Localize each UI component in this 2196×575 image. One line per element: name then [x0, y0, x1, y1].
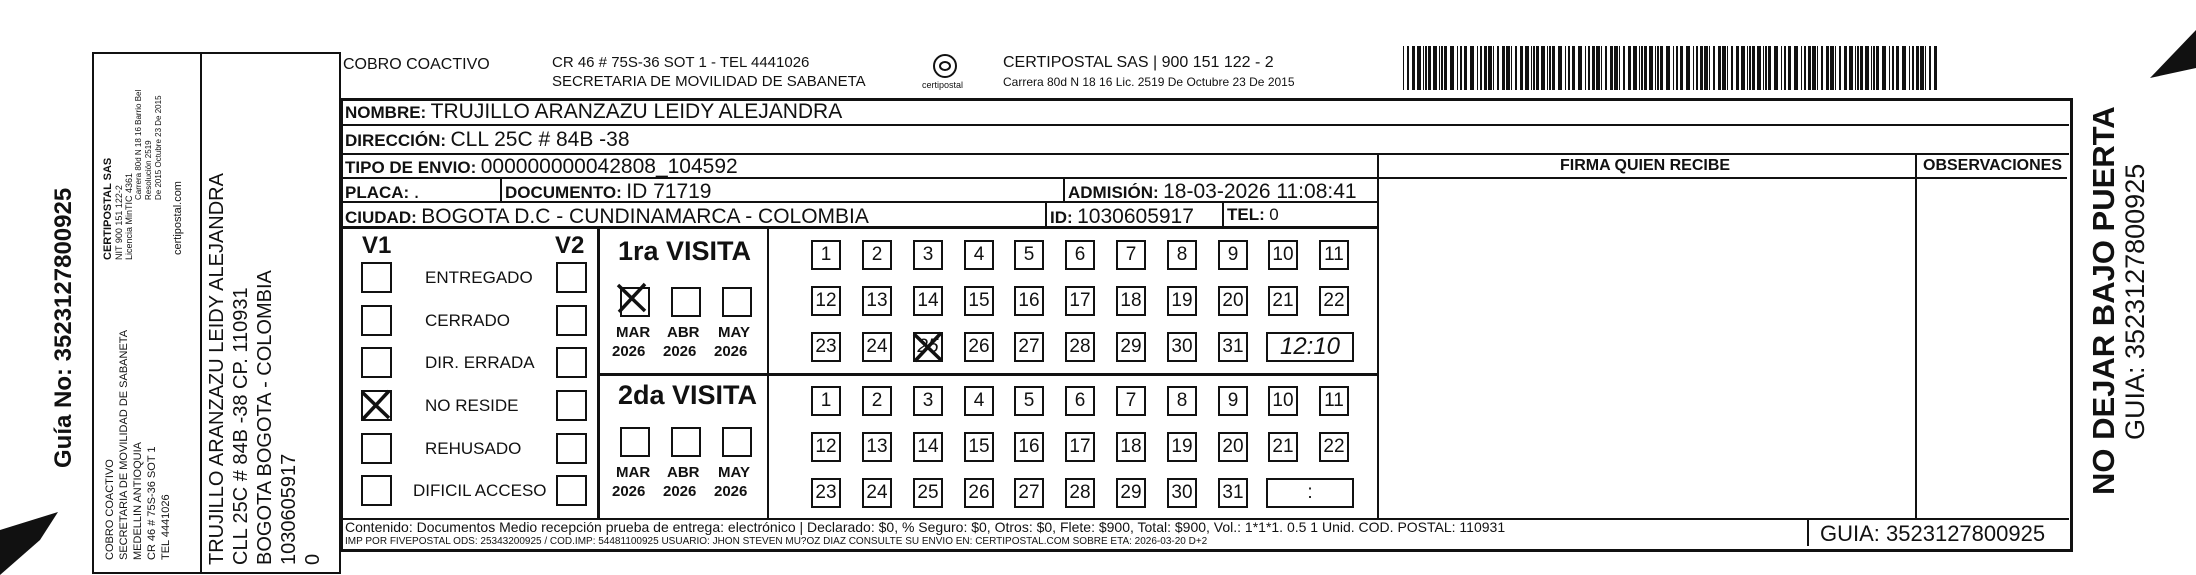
documento-label: DOCUMENTO: [505, 183, 622, 202]
barcode-bar [1601, 46, 1602, 90]
ciudad-value: BOGOTA D.C - CUNDINAMARCA - COLOMBIA [421, 205, 869, 228]
visit2-day-cell[interactable]: 4 [964, 386, 994, 416]
visit1-month-checkbox[interactable] [671, 287, 701, 317]
barcode-bar [1552, 46, 1555, 90]
visit2-day-cell[interactable]: 16 [1014, 432, 1044, 462]
barcode-bar [1493, 46, 1494, 90]
observaciones-col-divider [1915, 153, 1917, 519]
stub-recipient-line: TRUJILLO ARANZAZU LEIDY ALEJANDRA [206, 173, 228, 565]
barcode-bar [1549, 46, 1551, 90]
header-address-line1: CR 46 # 75S-36 SOT 1 - TEL 4441026 [552, 54, 810, 71]
visit1-day-cell[interactable]: 1 [811, 240, 841, 270]
status-label: DIFICIL ACCESO [413, 481, 547, 500]
field-row-divider [340, 124, 2069, 126]
barcode-bar [1531, 46, 1532, 90]
stub-courier-web: certipostal.com [172, 181, 184, 255]
visit1-day-cell[interactable]: 28 [1065, 332, 1095, 362]
corner-fold-mark [0, 510, 70, 575]
visit2-day-cell[interactable]: 23 [811, 478, 841, 508]
barcode-bar [1605, 46, 1607, 90]
barcode-bar [1855, 46, 1856, 90]
barcode-bar [1610, 46, 1613, 90]
nombre-value: TRUJILLO ARANZAZU LEIDY ALEJANDRA [430, 100, 843, 123]
barcode-bar [1412, 46, 1415, 90]
visit1-day-mark [911, 330, 945, 364]
visit2-day-cell[interactable]: 20 [1218, 432, 1248, 462]
visit2-month-checkbox[interactable] [722, 427, 752, 457]
header-address-line2: SECRETARIA DE MOVILIDAD DE SABANETA [552, 73, 866, 90]
barcode-bar [1727, 46, 1728, 90]
visit1-day-cell[interactable]: 16 [1014, 286, 1044, 316]
visit1-day-cell[interactable]: 19 [1167, 286, 1197, 316]
barcode-bar [1628, 46, 1631, 90]
placa-value: . [413, 180, 420, 203]
barcode-bar [1804, 46, 1806, 90]
barcode-bar [1700, 46, 1703, 90]
ciudad-field [345, 205, 869, 229]
barcode-bar [1547, 46, 1548, 90]
tel-field [1227, 205, 1279, 225]
barcode-bar [1817, 46, 1818, 90]
visit1-day-cell[interactable]: 9 [1218, 240, 1248, 270]
visit1-day-cell[interactable]: 27 [1014, 332, 1044, 362]
barcode-bar [1839, 46, 1841, 90]
stub-recipient-line: 1030605917 [278, 453, 300, 565]
barcode-bar [1464, 46, 1467, 90]
stub-recipient-line: BOGOTA BOGOTA - COLOMBIA [254, 270, 276, 565]
visit2-month-label: MAY [718, 464, 750, 481]
barcode-bar [1565, 46, 1566, 90]
visit2-day-cell[interactable]: 18 [1116, 432, 1146, 462]
barcode-bar [1709, 46, 1710, 90]
visit1-day-cell[interactable]: 14 [913, 286, 943, 316]
barcode-bar [1525, 46, 1529, 90]
barcode-bar [1425, 46, 1427, 90]
visit1-day-cell[interactable]: 8 [1167, 240, 1197, 270]
barcode-bar [1892, 46, 1894, 90]
barcode-bar [1788, 46, 1791, 90]
firma-col-divider [1377, 153, 1379, 519]
barcode-bar [1450, 46, 1454, 90]
visit2-day-cell[interactable]: 15 [964, 432, 994, 462]
status-label: REHUSADO [425, 439, 522, 458]
barcode-bar [1680, 46, 1683, 90]
barcode-bar [1873, 46, 1875, 90]
visit1-year-label: 2026 [714, 343, 748, 360]
barcode-bar [1765, 46, 1767, 90]
footer-guia: GUIA: 3523127800925 [1820, 521, 2046, 546]
v1-checkbox[interactable] [361, 305, 392, 336]
v2-header: V2 [555, 232, 585, 259]
v2-checkbox[interactable] [556, 433, 587, 464]
v2-checkbox[interactable] [556, 347, 587, 378]
v1-check-mark [359, 388, 393, 422]
visit2-time-box[interactable]: : [1266, 478, 1354, 508]
visit2-day-cell[interactable]: 6 [1065, 386, 1095, 416]
tipo-envio-label: TIPO DE ENVIO: [345, 158, 477, 177]
barcode-bar [1403, 46, 1404, 90]
barcode-bar [1718, 46, 1721, 90]
visit1-day-cell[interactable]: 18 [1116, 286, 1146, 316]
stub-recipient-line: 0 [302, 553, 324, 565]
v2-checkbox[interactable] [556, 262, 587, 293]
barcode-bar [1696, 46, 1698, 90]
barcode-bar [1882, 46, 1886, 90]
barcode-bar [1497, 46, 1499, 90]
barcode-bar [1876, 46, 1879, 90]
barcode-bar [1830, 46, 1834, 90]
visit2-day-cell[interactable]: 5 [1014, 386, 1044, 416]
id-label: ID: [1050, 208, 1073, 227]
barcode-bar [1909, 46, 1910, 90]
status-label: CERRADO [425, 311, 511, 330]
ciudad-label: CIUDAD: [345, 208, 417, 227]
v2-checkbox[interactable] [556, 305, 587, 336]
visit1-day-cell[interactable]: 30 [1167, 332, 1197, 362]
stub-sender-line: CR 46 # 75S-36 SOT 1 [146, 446, 158, 560]
barcode-bar [1633, 46, 1637, 90]
right-guia-vertical: GUIA: 3523127800925 [2120, 163, 2150, 440]
visit2-month-checkbox[interactable] [620, 427, 650, 457]
visit2-day-cell[interactable]: 27 [1014, 478, 1044, 508]
barcode-bar [1857, 46, 1859, 90]
visit2-month-label: MAR [616, 464, 651, 481]
visit1-day-cell[interactable]: 22 [1319, 286, 1349, 316]
barcode-bar [1741, 46, 1745, 90]
barcode-bar [1536, 46, 1539, 90]
barcode-bar [1704, 46, 1708, 90]
visits-separator [597, 373, 1377, 376]
certipostal-logo [920, 52, 970, 94]
barcode-bar [1506, 46, 1510, 90]
no-dejar-bajo-puerta: NO DEJAR BAJO PUERTA [2086, 106, 2121, 495]
visit1-day-cell[interactable]: 25 [913, 332, 943, 362]
admision-field [1068, 180, 1357, 204]
visit2-year-label: 2026 [612, 483, 646, 500]
header-sender: COBRO COACTIVO [343, 56, 490, 73]
visit2-day-cell[interactable]: 30 [1167, 478, 1197, 508]
visit1-day-cell[interactable]: 10 [1268, 240, 1298, 270]
barcode-bar [1655, 46, 1656, 90]
stub-recipient-line: CLL 25C # 84B -38 CP. 110931 [230, 287, 252, 565]
id-value: 1030605917 [1077, 205, 1194, 228]
barcode-bar [1896, 46, 1899, 90]
barcode-bar [1722, 46, 1726, 90]
barcode-bar [1676, 46, 1678, 90]
barcode-bar [1763, 46, 1764, 90]
barcode-bar [1502, 46, 1505, 90]
v1-checkbox[interactable] [361, 433, 392, 464]
barcode-bar [1568, 46, 1570, 90]
barcode-bar [1757, 46, 1761, 90]
field-col-divider [500, 179, 502, 202]
id-field [1050, 205, 1194, 229]
visit2-day-cell[interactable]: 7 [1116, 386, 1146, 416]
barcode-bar [1520, 46, 1523, 90]
visit1-day-cell[interactable]: 7 [1116, 240, 1146, 270]
barcode-bar [1871, 46, 1872, 90]
visit1-day-cell[interactable]: 13 [862, 286, 892, 316]
stub-courier-line: Resolución 2519 [144, 140, 153, 200]
corner-fold-mark [2150, 30, 2196, 80]
barcode-bar [1784, 46, 1786, 90]
barcode-bar [1407, 46, 1409, 90]
barcode-bar [1433, 46, 1437, 90]
barcode-bar [1686, 46, 1690, 90]
barcode-bar [1673, 46, 1674, 90]
visit1-month-label: MAR [616, 324, 651, 341]
stub-sender-line: COBRO COACTIVO [104, 459, 116, 560]
barcode-bar [1916, 46, 1919, 90]
barcode-bar [1417, 46, 1421, 90]
barcode-bar [1488, 46, 1492, 90]
stub-sender-line: MEDELLIN ANTIOQUIA [132, 442, 144, 560]
status-label: ENTREGADO [425, 268, 533, 287]
visit2-day-cell[interactable]: 17 [1065, 432, 1095, 462]
barcode-bar [1578, 46, 1582, 90]
firma-header: FIRMA QUIEN RECIBE [1560, 157, 1731, 174]
barcode-bar [1511, 46, 1512, 90]
visit1-day-cell[interactable]: 5 [1014, 240, 1044, 270]
documento-field [505, 180, 711, 204]
barcode-bar [1423, 46, 1424, 90]
visit2-day-cell[interactable]: 24 [862, 478, 892, 508]
v2-checkbox[interactable] [556, 475, 587, 506]
tel-label: TEL: [1227, 205, 1265, 224]
v2-checkbox[interactable] [556, 390, 587, 421]
barcode-bar [1657, 46, 1659, 90]
visit2-day-cell[interactable]: 1 [811, 386, 841, 416]
tipo-envio-field [345, 155, 738, 179]
barcode-bar [1623, 46, 1625, 90]
visit1-day-cell[interactable]: 24 [862, 332, 892, 362]
placa-field [345, 180, 420, 204]
stub-courier-line: CERTIPOSTAL SAS [102, 157, 114, 260]
visit1-month-label: ABR [667, 324, 700, 341]
visit1-year-label: 2026 [663, 343, 697, 360]
stub-courier-line: Carrera 80d N 18 16 Barrio Bel [134, 89, 143, 200]
stub-courier-line: Licencia MinTIC 4361 [124, 172, 134, 260]
barcode-bar [1639, 46, 1640, 90]
barcode-bar [1774, 46, 1778, 90]
barcode-bar [1614, 46, 1618, 90]
v1-checkbox[interactable] [361, 475, 392, 506]
visit2-day-cell[interactable]: 12 [811, 432, 841, 462]
barcode-bar [1812, 46, 1816, 90]
field-col-divider [1063, 179, 1065, 202]
barcode-bar [1808, 46, 1811, 90]
barcode-bar [1835, 46, 1836, 90]
barcode-bar [1749, 46, 1751, 90]
visit1-day-cell[interactable]: 23 [811, 332, 841, 362]
stub-sender-line: TEL 4441026 [160, 494, 172, 560]
placa-label: PLACA: [345, 183, 410, 202]
footer-contenido: Contenido: Documentos Medio recepción prueba de entrega: electrónico | Declarado: $0, % Seguro: $0, Otros: $0, Flete: $900, Total: $900, Vol.: 1*1*1. 0.5 1 Unid. COD. POSTAL: 110931 [345, 519, 1506, 535]
barcode-bar [1660, 46, 1663, 90]
firma-header-divider [1377, 177, 2067, 179]
barcode-bar [1585, 46, 1586, 90]
nombre-field [345, 100, 842, 124]
status-label: DIR. ERRADA [425, 353, 535, 372]
visit1-time-box[interactable]: 12:10 [1266, 332, 1354, 362]
direccion-value: CLL 25C # 84B -38 [450, 128, 630, 151]
barcode-bar [1925, 46, 1926, 90]
visit1-day-cell[interactable]: 6 [1065, 240, 1095, 270]
visit2-day-cell[interactable]: 2 [862, 386, 892, 416]
barcode-bar [1441, 46, 1443, 90]
visit1-day-cell[interactable]: 3 [913, 240, 943, 270]
barcode-bar [1470, 46, 1474, 90]
visit1-title: 1ra VISITA [618, 236, 752, 266]
barcode-bar [1666, 46, 1670, 90]
barcode-bar [1860, 46, 1863, 90]
visit1-day-cell[interactable]: 11 [1319, 240, 1349, 270]
visit1-day-cell[interactable]: 26 [964, 332, 994, 362]
barcode-bar [1592, 46, 1595, 90]
header-company: CERTIPOSTAL SAS | 900 151 122 - 2 [1003, 54, 1274, 71]
stub-courier-line: NIT 900 151 122-2 [114, 185, 124, 260]
barcode-bar [1747, 46, 1748, 90]
visit2-month-label: ABR [667, 464, 700, 481]
barcode-bar [1713, 46, 1715, 90]
barcode-bar [1572, 46, 1575, 90]
visit1-day-cell[interactable]: 15 [964, 286, 994, 316]
barcode [1403, 46, 1943, 92]
logo-text: certipostal [922, 80, 964, 90]
barcode-bar [1484, 46, 1487, 90]
visit2-day-cell[interactable]: 21 [1268, 432, 1298, 462]
stub-sender-line: SECRETARIA DE MOVILIDAD DE SABANETA [118, 329, 130, 560]
visit1-day-cell[interactable]: 4 [964, 240, 994, 270]
barcode-bar [1428, 46, 1431, 90]
barcode-bar [1541, 46, 1545, 90]
barcode-bar [1731, 46, 1733, 90]
barcode-bar [1920, 46, 1924, 90]
field-col-divider [1222, 203, 1224, 227]
visit1-day-cell[interactable]: 31 [1218, 332, 1248, 362]
visit2-day-cell[interactable]: 25 [913, 478, 943, 508]
barcode-bar [1533, 46, 1535, 90]
barcode-bar [1644, 46, 1647, 90]
barcode-bar [1768, 46, 1771, 90]
visit1-year-label: 2026 [612, 343, 646, 360]
observaciones-header: OBSERVACIONES [1923, 157, 2062, 174]
barcode-bar [1929, 46, 1931, 90]
visit1-day-cell[interactable]: 17 [1065, 286, 1095, 316]
visit2-day-cell[interactable]: 14 [913, 432, 943, 462]
visit2-day-cell[interactable]: 13 [862, 432, 892, 462]
barcode-bar [1444, 46, 1447, 90]
visit2-day-cell[interactable]: 29 [1116, 478, 1146, 508]
guia-number-vertical: Guía No: 3523127800925 [50, 187, 77, 468]
barcode-bar [1821, 46, 1823, 90]
visit2-year-label: 2026 [714, 483, 748, 500]
field-col-divider [1045, 203, 1047, 227]
visit1-month-checkbox[interactable] [722, 287, 752, 317]
barcode-bar [1865, 46, 1869, 90]
visit1-day-cell[interactable]: 20 [1218, 286, 1248, 316]
visit1-day-cell[interactable]: 21 [1268, 286, 1298, 316]
barcode-bar [1693, 46, 1694, 90]
barcode-bar [1801, 46, 1802, 90]
barcode-bar [1912, 46, 1914, 90]
visit2-year-label: 2026 [663, 483, 697, 500]
barcode-bar [1752, 46, 1755, 90]
visit2-day-cell[interactable]: 10 [1268, 386, 1298, 416]
header-company-sub: Carrera 80d N 18 16 Lic. 2519 De Octubre 23 De 2015 [1003, 75, 1295, 89]
nombre-label: NOMBRE: [345, 103, 427, 122]
barcode-bar [1515, 46, 1517, 90]
barcode-bar [1480, 46, 1482, 90]
visit1-month-mark [615, 281, 649, 315]
footer-guia-divider [1807, 518, 1809, 546]
visit2-day-cell[interactable]: 26 [964, 478, 994, 508]
visit2-day-cell[interactable]: 31 [1218, 478, 1248, 508]
barcode-bar [1781, 46, 1782, 90]
barcode-bar [1588, 46, 1590, 90]
visit2-title: 2da VISITA [618, 380, 758, 410]
barcode-bar [1558, 46, 1562, 90]
left-stub-divider [200, 52, 202, 572]
barcode-bar [1736, 46, 1739, 90]
visit2-day-cell[interactable]: 11 [1319, 386, 1349, 416]
visit2-day-cell[interactable]: 9 [1218, 386, 1248, 416]
barcode-bar [1649, 46, 1653, 90]
visit2-day-cell[interactable]: 22 [1319, 432, 1349, 462]
barcode-bar [1844, 46, 1847, 90]
tipo-envio-value: 000000000042808_104592 [480, 155, 738, 178]
visit2-day-cell[interactable]: 19 [1167, 432, 1197, 462]
admision-value: 18-03-2026 11:08:41 [1163, 180, 1357, 203]
barcode-bar [1460, 46, 1462, 90]
barcode-bar [1794, 46, 1798, 90]
visit2-month-checkbox[interactable] [671, 427, 701, 457]
tel-value: 0 [1269, 205, 1279, 224]
barcode-bar [1902, 46, 1906, 90]
barcode-bar [1457, 46, 1458, 90]
barcode-bar [1619, 46, 1620, 90]
direccion-label: DIRECCIÓN: [345, 131, 447, 150]
v1-checkbox[interactable] [361, 262, 392, 293]
visit1-day-cell[interactable]: 2 [862, 240, 892, 270]
admision-label: ADMISIÓN: [1068, 183, 1159, 202]
visit2-day-cell[interactable]: 3 [913, 386, 943, 416]
barcode-bar [1934, 46, 1937, 90]
barcode-bar [1439, 46, 1440, 90]
status-label: NO RESIDE [425, 396, 519, 415]
v1-checkbox[interactable] [361, 347, 392, 378]
v1-header: V1 [362, 232, 392, 259]
direccion-field [345, 128, 630, 152]
footer-imp: IMP POR FIVEPOSTAL ODS: 25343200925 / COD.IMP: 54481100925 USUARIO: JHON STEVEN MU?OZ DIAZ CONSULTE SU ENVIO EN: CERTIPOSTAL.COM SOBRE ETA: 2026-03-20 D+2 [345, 536, 1208, 547]
barcode-bar [1641, 46, 1643, 90]
visit2-day-cell[interactable]: 8 [1167, 386, 1197, 416]
barcode-bar [1596, 46, 1600, 90]
barcode-bar [1849, 46, 1853, 90]
barcode-bar [1477, 46, 1478, 90]
visit1-day-cell[interactable]: 29 [1116, 332, 1146, 362]
visit1-month-label: MAY [718, 324, 750, 341]
visit1-day-cell[interactable]: 12 [811, 286, 841, 316]
barcode-bar [1889, 46, 1890, 90]
documento-value: ID 71719 [626, 180, 712, 203]
barcode-bar [1826, 46, 1829, 90]
stub-courier-line: De 2015 Octubre 23 De 2015 [154, 95, 163, 200]
visit2-day-cell[interactable]: 28 [1065, 478, 1095, 508]
